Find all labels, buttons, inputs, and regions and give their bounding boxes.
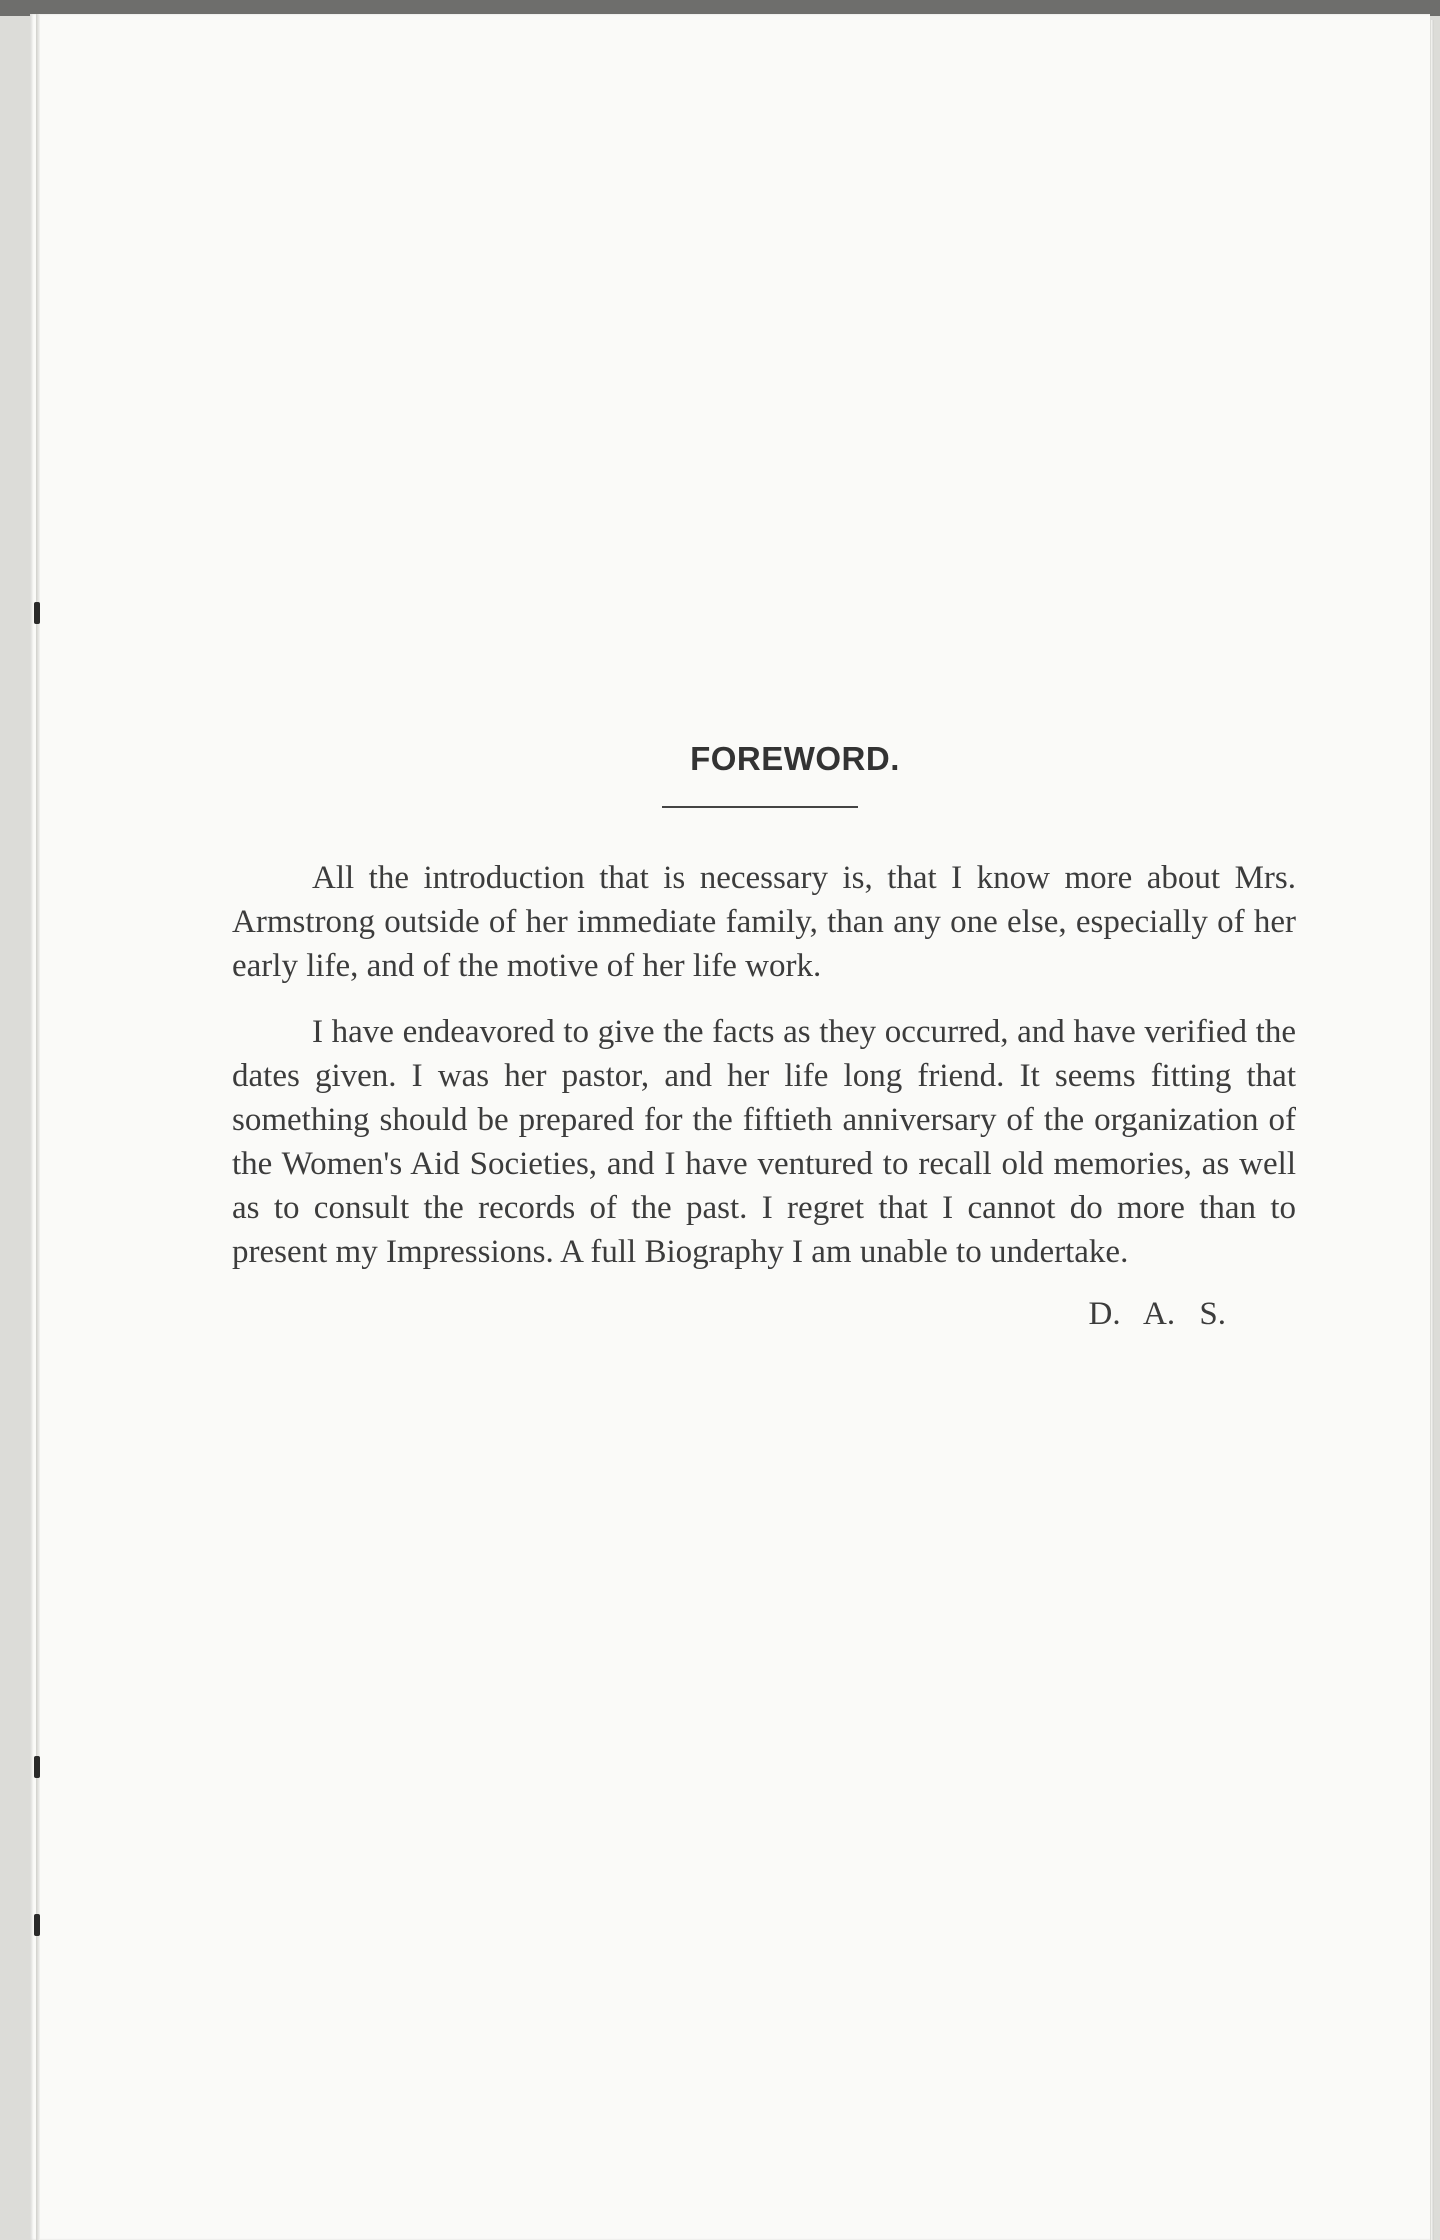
foreword-section — [232, 740, 1296, 1333]
foreword-paragraph-1: All the introduction that is necessary is, that I know more about Mrs. Armstrong outside of her immediate family, than any one else, especially of her early life, and of the motive of her life work. — [232, 860, 1296, 984]
foreword-paragraph-2: I have endeavored to give the facts as they occurred, and have verified the dates given. I was her pastor, and her life long friend. It seems fitting that something should be prepared for the fiftieth anniversary of the organization of the Women's Aid Societies, and I have ventured to recall old memories, as well as to consult the records of the past. I regret that I cannot do more than to present my Impressions. A full Biography I am unable to undertake. — [232, 1014, 1296, 1270]
author-initials: D. A. S. — [1088, 1296, 1226, 1332]
binding-staple-mark — [34, 1914, 40, 1936]
binding-staple-mark — [34, 1756, 40, 1778]
page-left-edge — [36, 14, 40, 2240]
heading-divider — [662, 806, 858, 808]
foreword-heading: FOREWORD. — [690, 740, 900, 777]
page-right-edge — [1431, 20, 1434, 2240]
binding-staple-mark — [34, 602, 40, 624]
